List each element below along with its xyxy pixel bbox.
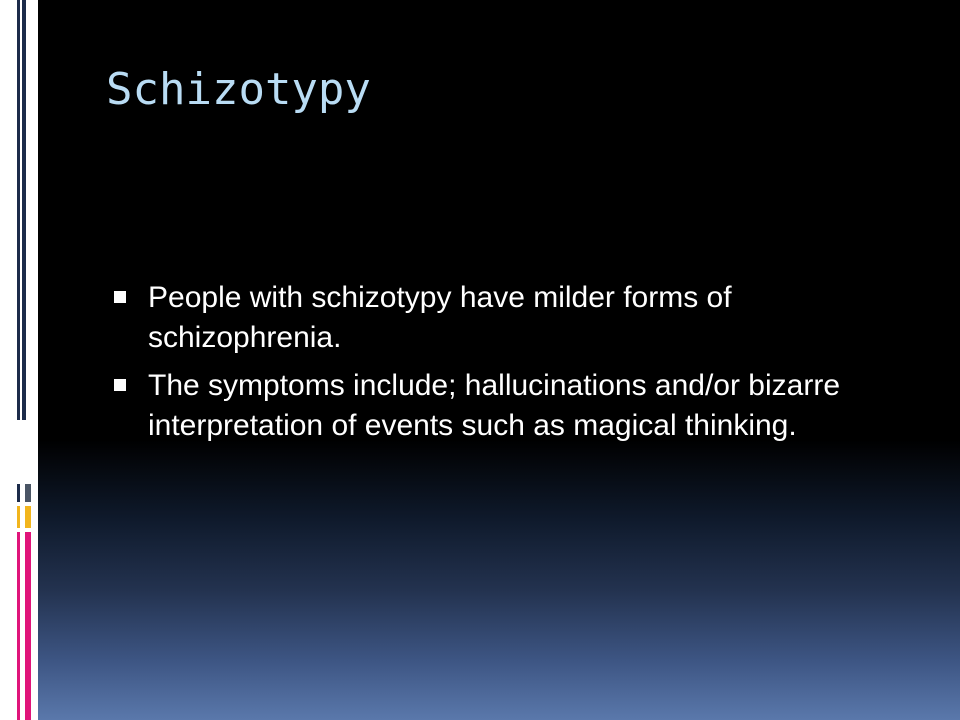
strip-bar-gold-2 — [17, 506, 20, 528]
strip-bar-magenta-2 — [17, 532, 20, 720]
strip-bar-navy-2 — [22, 0, 26, 420]
strip-bar-gold — [25, 506, 31, 528]
strip-bar-navy-3 — [17, 484, 20, 502]
bullet-list — [112, 278, 902, 454]
bullet-item — [112, 278, 902, 358]
square-bullet-icon — [114, 291, 126, 303]
square-bullet-icon — [114, 379, 126, 391]
bullet-item — [112, 366, 902, 446]
strip-bar-navy — [17, 0, 20, 420]
decorative-left-strip — [0, 0, 38, 720]
slide-title: Schizotypy — [106, 64, 371, 115]
strip-bar-magenta — [25, 532, 31, 720]
strip-bar-slate — [25, 484, 31, 502]
bullet-text: The symptoms include; hallucinations and/or bizarre interpretation of events such as magical thinking. — [148, 369, 841, 442]
bullet-text: People with schizotypy have milder forms of schizophrenia. — [148, 281, 732, 354]
